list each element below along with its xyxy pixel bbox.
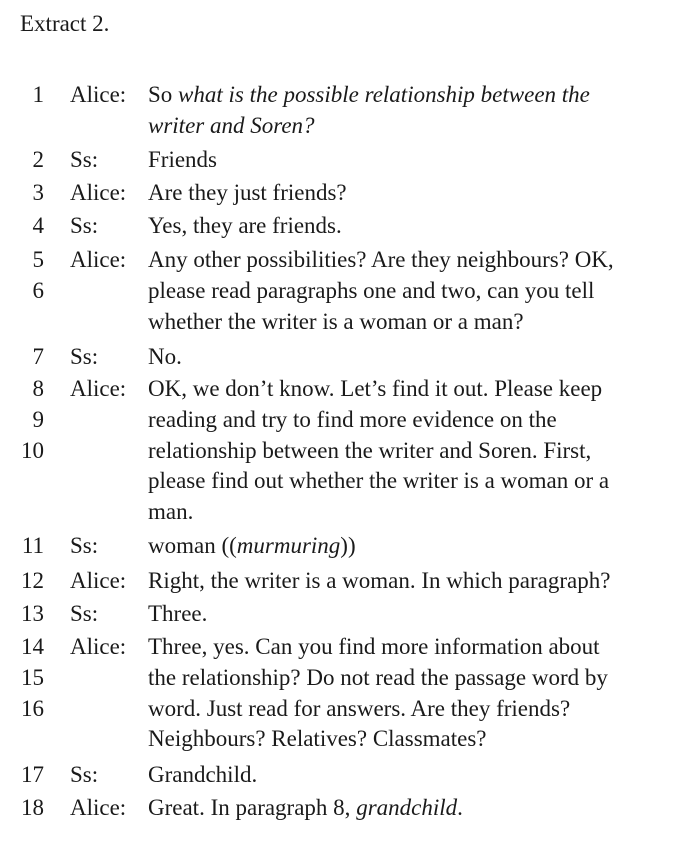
italic-text: murmuring (236, 533, 341, 558)
utterance (148, 211, 678, 242)
line-number: 2 (32, 147, 44, 172)
utterance (148, 599, 678, 630)
line-number: 15 (21, 664, 44, 690)
line-number: 6 (32, 277, 44, 303)
text-span: woman (( (148, 533, 237, 558)
speaker-label: Ss: (70, 344, 99, 369)
text-span: Grandchild. (148, 762, 258, 787)
text-span: Any other possibilities? Are they neighbours? OK, please read paragraphs one and two, can you tell whether the writer is a woman or a man? (148, 247, 614, 334)
text-span: Three, yes. Can you find more information about the relationship? Do not read the passage word by word. Just read for answers. Are they friends? Neighbours? Relatives? Classmates? (148, 634, 608, 752)
speaker-label: Alice: (70, 180, 127, 205)
line-number: 9 (32, 406, 44, 432)
text-span: Friends (148, 147, 217, 172)
line-number: 18 (21, 795, 44, 820)
line-number: 8 (32, 376, 44, 401)
utterance (148, 760, 678, 791)
text-span: OK, we don’t know. Let’s find it out. Please keep reading and try to find more evidence on the relationship between the writer and Soren. First, please find out whether the writer is a woman or a man. (148, 376, 610, 525)
line-number: 13 (21, 601, 44, 626)
italic-text: grandchild (356, 795, 458, 820)
utterance (148, 342, 678, 373)
speaker-label: Alice: (70, 634, 127, 659)
text-span: Great. In paragraph 8, (148, 795, 357, 820)
speaker-label: Alice: (70, 568, 127, 593)
line-number: 11 (21, 533, 44, 558)
speaker-label: Alice: (70, 82, 127, 107)
line-number: 16 (21, 695, 44, 721)
utterance (148, 793, 678, 824)
line-number: 10 (21, 437, 44, 463)
utterance (148, 80, 678, 142)
line-number: 3 (32, 180, 44, 205)
line-number: 14 (21, 634, 44, 659)
text-span: . (457, 795, 463, 820)
line-number: 5 (32, 247, 44, 272)
utterance (148, 566, 678, 597)
speaker-label: Alice: (70, 247, 127, 272)
text-span: Are they just friends? (148, 180, 347, 205)
text-span: )) (340, 533, 356, 558)
utterance (148, 178, 678, 209)
extract-title: Extract 2. (20, 11, 110, 36)
text-span: No. (148, 344, 182, 369)
speaker-label: Ss: (70, 147, 99, 172)
line-number: 12 (21, 568, 44, 593)
speaker-label: Ss: (70, 601, 99, 626)
utterance (148, 531, 678, 562)
speaker-label: Ss: (70, 762, 99, 787)
italic-text: what is the possible relationship between the writer and Soren? (148, 82, 590, 138)
speaker-label: Ss: (70, 533, 99, 558)
utterance (148, 245, 678, 337)
utterance (148, 145, 678, 176)
line-number: 7 (32, 344, 44, 369)
text-span: Three. (148, 601, 208, 626)
speaker-label: Ss: (70, 213, 99, 238)
line-number: 17 (21, 762, 44, 787)
text-span: Right, the writer is a woman. In which paragraph? (148, 568, 611, 593)
speaker-label: Alice: (70, 795, 127, 820)
line-number: 4 (32, 213, 44, 238)
text-span: So (148, 82, 179, 107)
utterance (148, 374, 678, 528)
speaker-label: Alice: (70, 376, 127, 401)
text-span: Yes, they are friends. (148, 213, 342, 238)
line-number: 1 (32, 82, 44, 107)
utterance (148, 632, 678, 755)
